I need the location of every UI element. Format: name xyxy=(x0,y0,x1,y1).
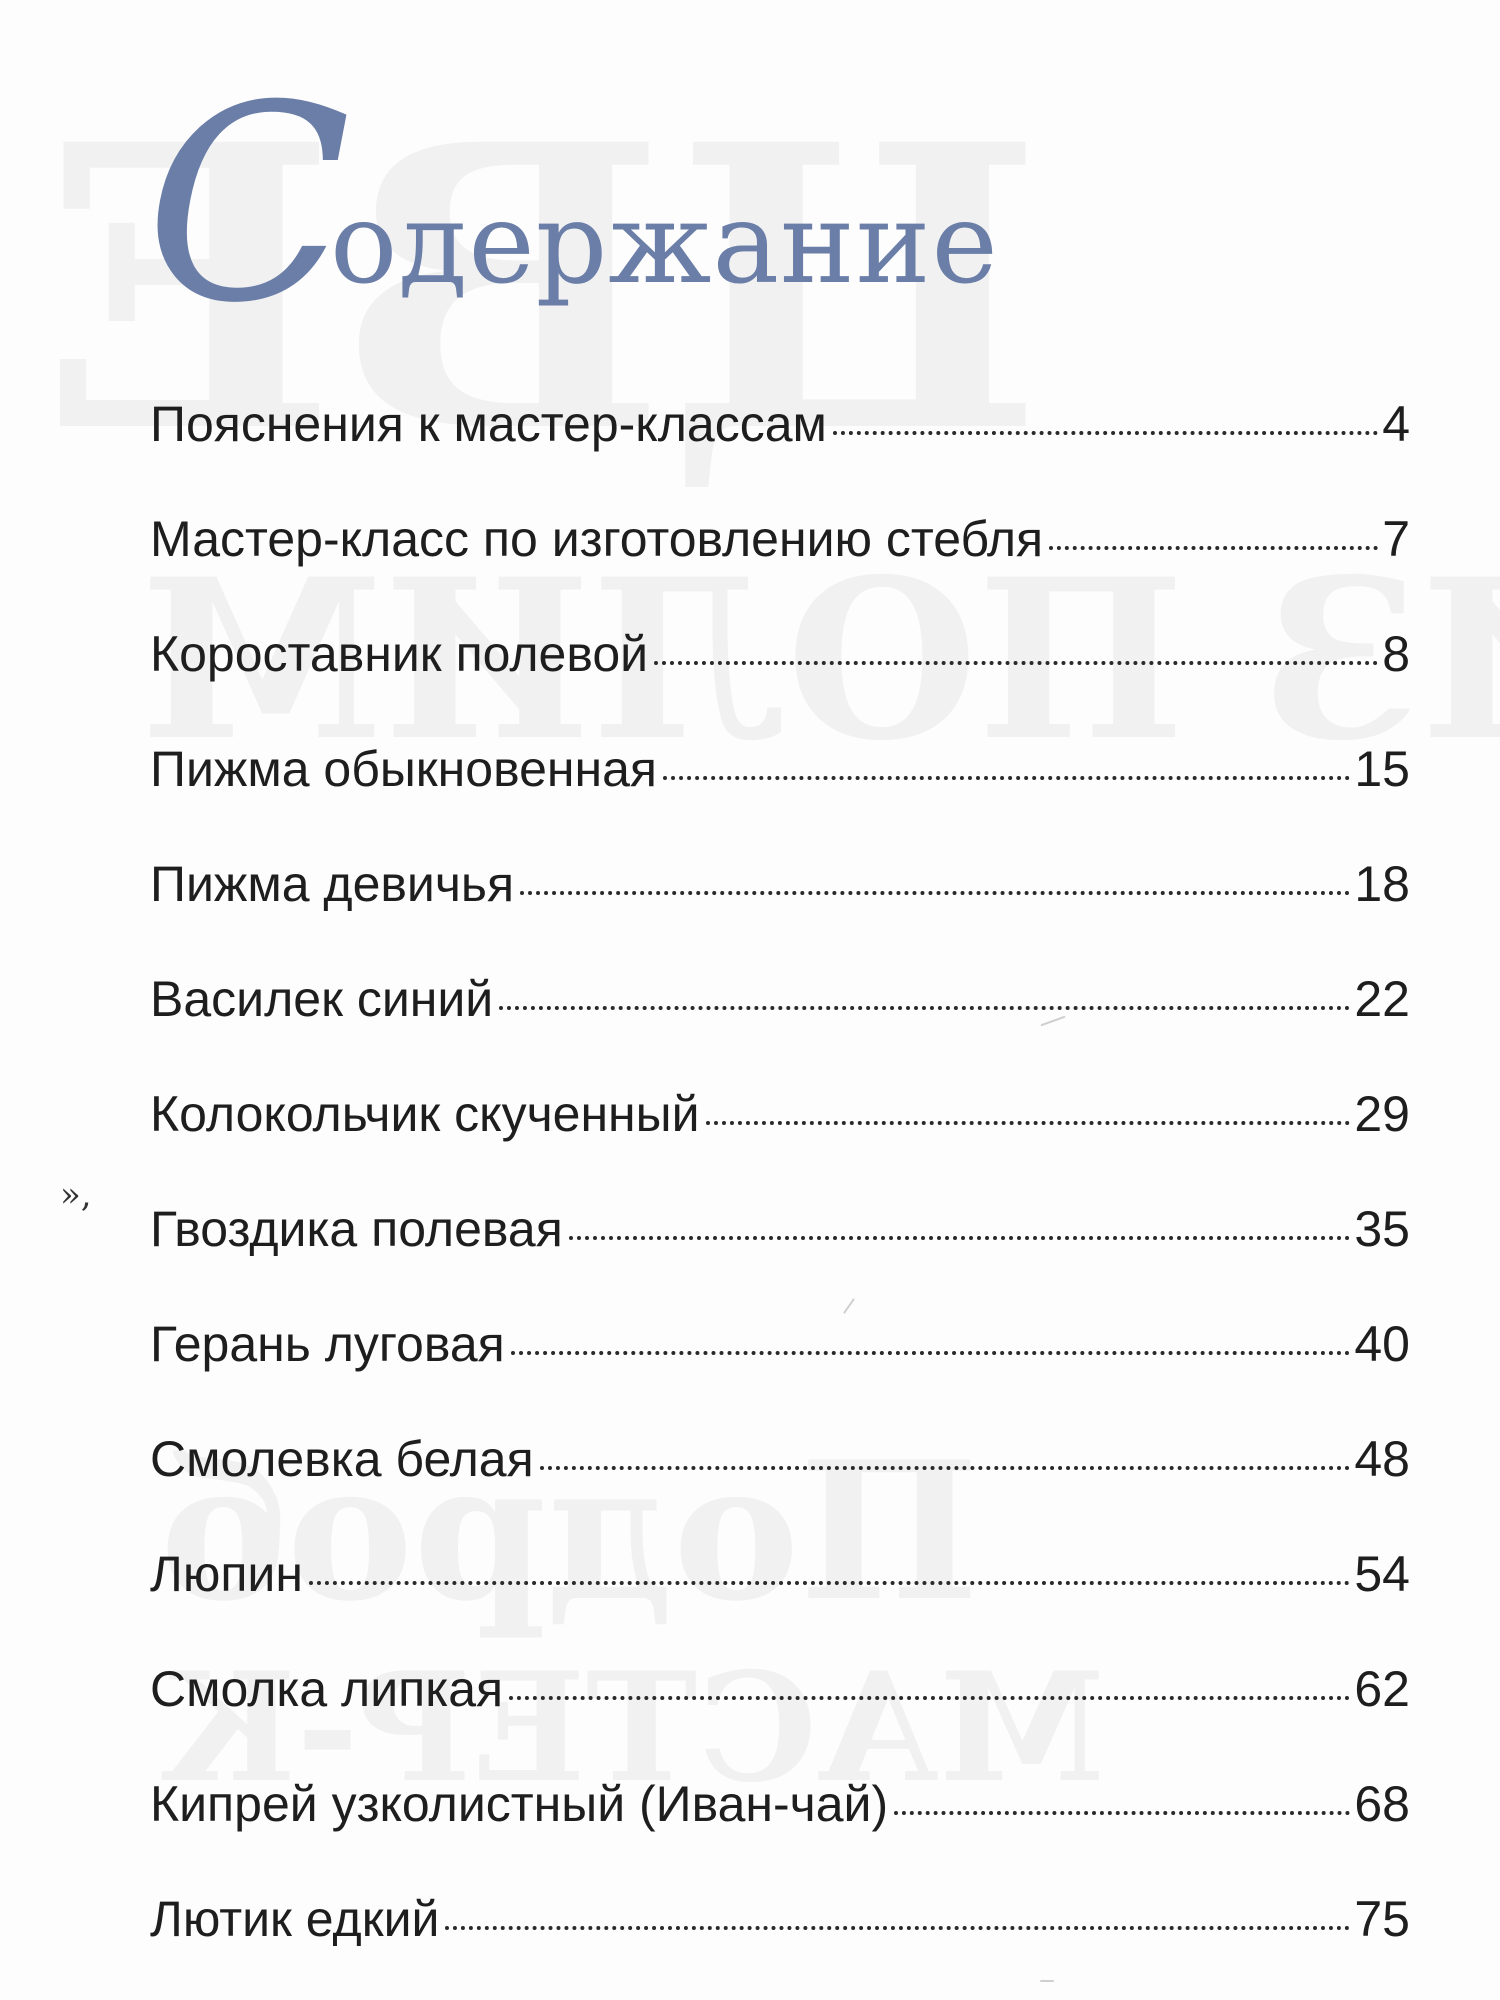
toc-entry-page: 8 xyxy=(1382,626,1410,682)
toc-entry[interactable] xyxy=(150,395,1410,510)
toc-entry-title: Пижма девичья xyxy=(150,856,515,912)
paper-speck xyxy=(1040,1980,1054,1982)
toc-entry-title: Колокольчик скученный xyxy=(150,1086,700,1142)
toc-entry-page: 75 xyxy=(1354,1891,1410,1947)
title-initial-letter: С xyxy=(145,47,352,362)
dot-leader xyxy=(569,1236,1351,1240)
dot-leader xyxy=(706,1121,1351,1125)
toc-entry-title: Смолевка белая xyxy=(150,1431,534,1487)
toc-entry-title: Короставник полевой xyxy=(150,626,649,682)
toc-entry-page: 68 xyxy=(1354,1776,1410,1832)
toc-entry[interactable] xyxy=(150,1775,1410,1890)
toc-entry[interactable] xyxy=(150,970,1410,1085)
toc-entry[interactable] xyxy=(150,1660,1410,1775)
dot-leader xyxy=(520,891,1350,895)
dot-leader xyxy=(309,1581,1350,1585)
toc-entry[interactable] xyxy=(150,1085,1410,1200)
toc-entry-page: 18 xyxy=(1354,856,1410,912)
dot-leader xyxy=(540,1466,1351,1470)
toc-entry-page: 54 xyxy=(1354,1546,1410,1602)
toc-entry[interactable] xyxy=(150,855,1410,970)
toc-entry-page: 15 xyxy=(1354,741,1410,797)
toc-entry[interactable] xyxy=(150,510,1410,625)
dot-leader xyxy=(833,431,1378,435)
dot-leader xyxy=(445,1926,1350,1930)
toc-entry-title: Мастер-класс по изготовлению стебля xyxy=(150,511,1044,567)
toc-entry[interactable] xyxy=(150,1315,1410,1430)
toc-entry-title: Герань луговая xyxy=(150,1316,505,1372)
toc-entry-title: Пояснения к мастер-классам xyxy=(150,396,827,452)
toc-entry-page: 48 xyxy=(1354,1431,1410,1487)
toc-entry[interactable] xyxy=(150,625,1410,740)
dot-leader xyxy=(654,661,1378,665)
dot-leader xyxy=(663,776,1350,780)
dot-leader xyxy=(511,1351,1351,1355)
toc-entry-page: 22 xyxy=(1354,971,1410,1027)
dot-leader xyxy=(894,1811,1350,1815)
toc-entry-page: 29 xyxy=(1354,1086,1410,1142)
toc-entry-page: 40 xyxy=(1354,1316,1410,1372)
dot-leader xyxy=(509,1696,1350,1700)
toc-entry-title: Смолка липкая xyxy=(150,1661,504,1717)
toc-entry-title: Лютик едкий xyxy=(150,1891,440,1947)
toc-entry[interactable] xyxy=(150,1890,1410,2000)
toc-entry-page: 7 xyxy=(1382,511,1410,567)
toc-entry-page: 35 xyxy=(1354,1201,1410,1257)
toc-entry-title: Кипрей узколистный (Иван-чай) xyxy=(150,1776,889,1832)
toc-entry[interactable] xyxy=(150,1545,1410,1660)
toc-entry-page: 4 xyxy=(1382,396,1410,452)
toc-entry-title: Гвоздика полевая xyxy=(150,1201,563,1257)
toc-entry-title: Люпин xyxy=(150,1546,303,1602)
dot-leader xyxy=(499,1006,1350,1010)
dot-leader xyxy=(1049,546,1378,550)
margin-mark: », xyxy=(60,1175,92,1215)
toc-entry-title: Пижма обыкновенная xyxy=(150,741,657,797)
toc-entry-page: 62 xyxy=(1354,1661,1410,1717)
toc-entry[interactable] xyxy=(150,1430,1410,1545)
toc-entry[interactable] xyxy=(150,740,1410,855)
page-title xyxy=(145,47,1045,362)
toc-entry[interactable] xyxy=(150,1200,1410,1315)
table-of-contents xyxy=(150,395,1410,2000)
title-text: одержание xyxy=(330,179,999,309)
toc-entry-title: Василек синий xyxy=(150,971,494,1027)
